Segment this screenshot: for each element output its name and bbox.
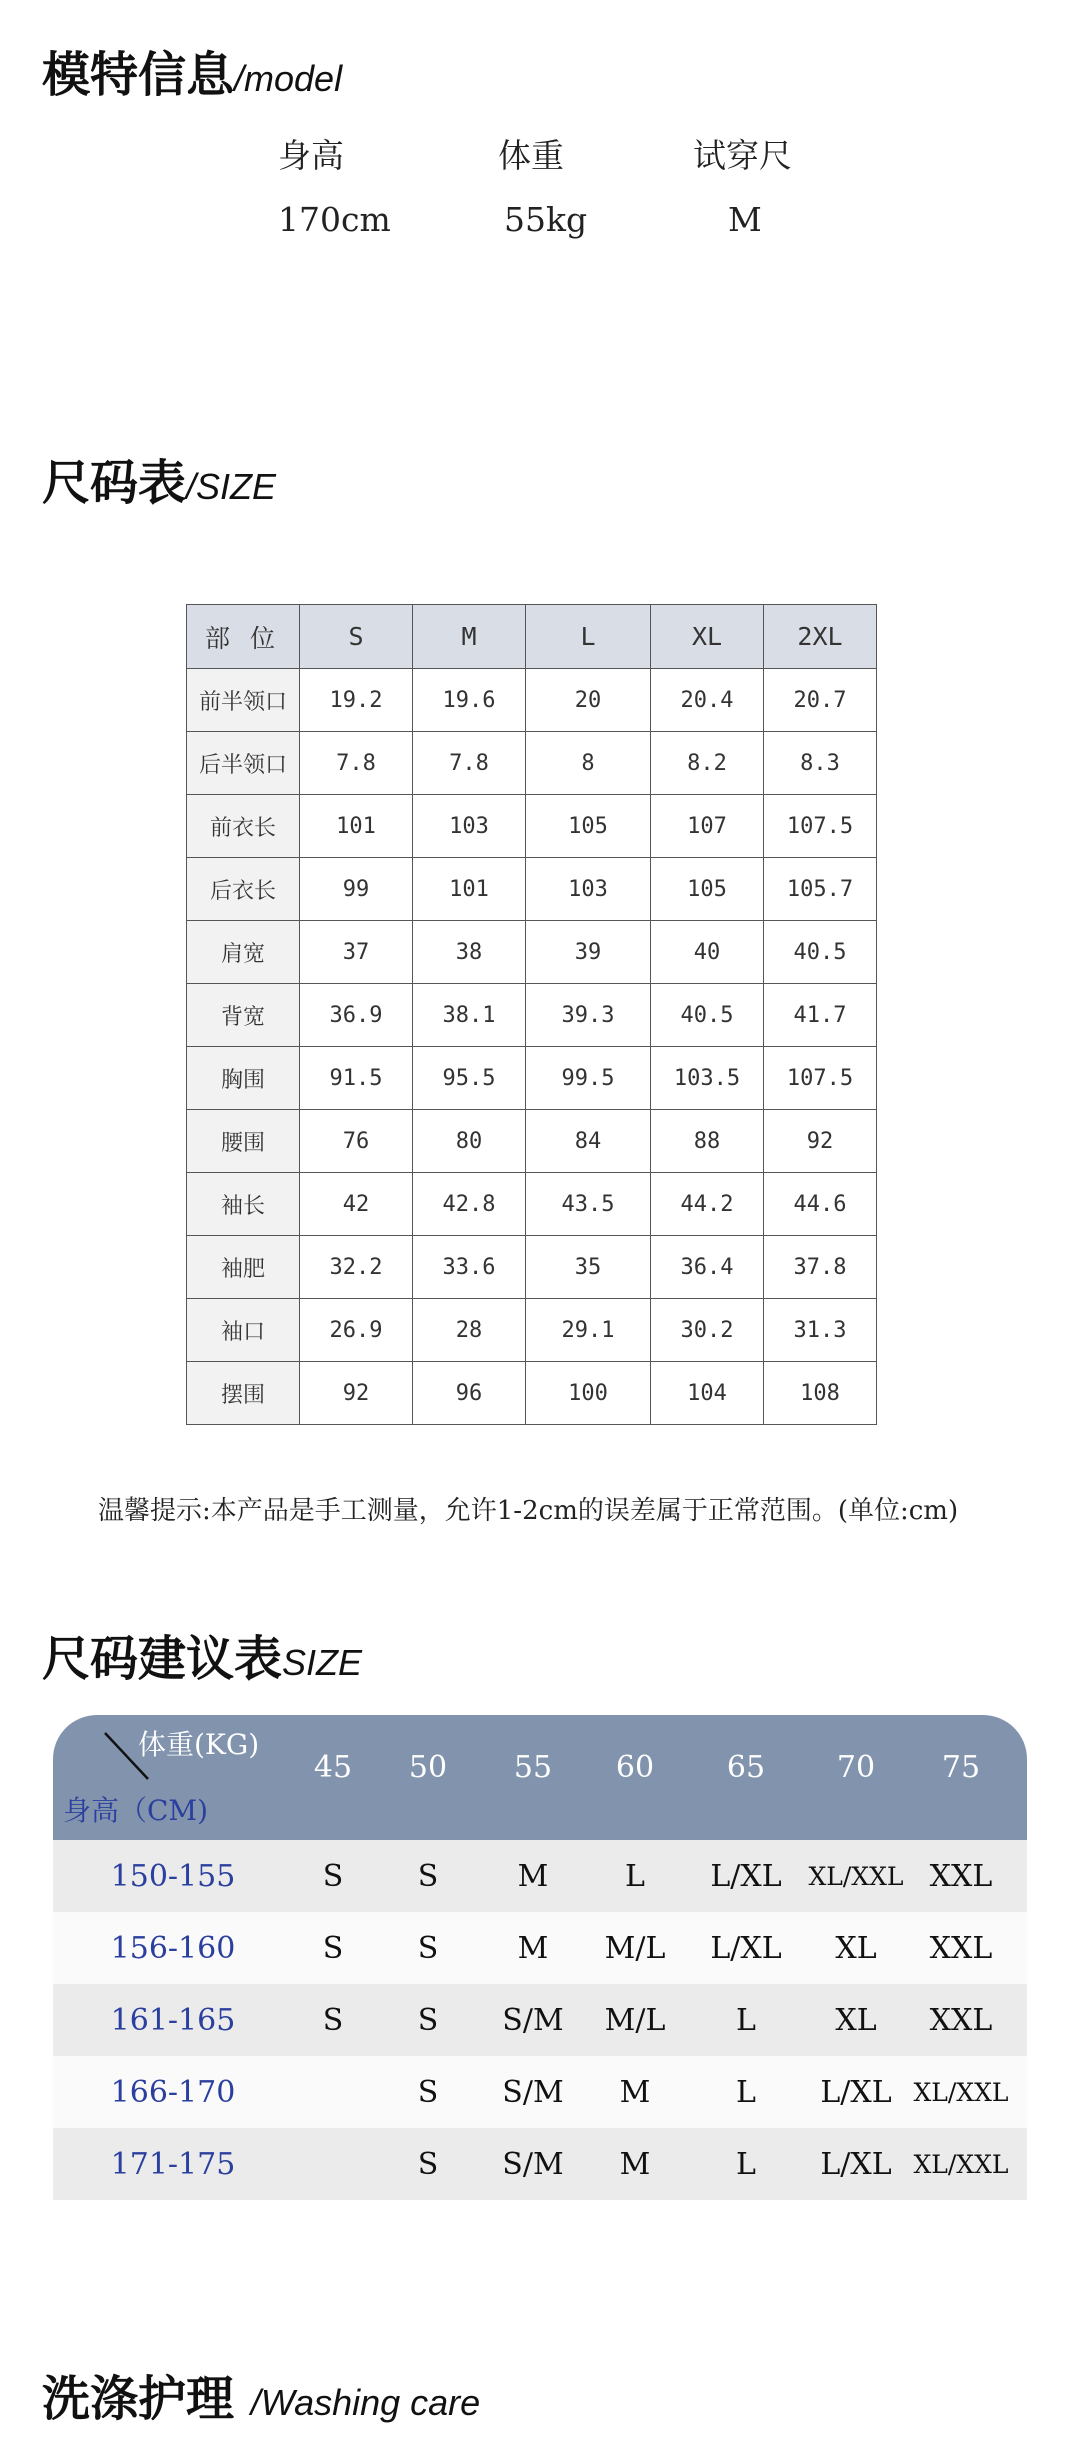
size-value-cell: 108 [764, 1362, 877, 1425]
header-size: M [413, 605, 526, 669]
header-size: L [526, 605, 651, 669]
header-size: S [300, 605, 413, 669]
recommended-size: S/M [502, 2146, 564, 2182]
size-value-cell: 44.2 [651, 1173, 764, 1236]
size-value-cell: 38 [413, 921, 526, 984]
size-value-cell: 100 [526, 1362, 651, 1425]
model-section-title [42, 36, 342, 105]
size-value-cell: 95.5 [413, 1047, 526, 1110]
care-title-en: /Washing care [250, 2382, 481, 2423]
part-name: 摆围 [187, 1362, 300, 1425]
size-value-cell: 33.6 [413, 1236, 526, 1299]
size-value-cell: 19.6 [413, 669, 526, 732]
recommend-title-cn: 尺码建议表 [42, 1631, 283, 1687]
recommended-size: S/M [502, 2002, 564, 2038]
recommended-size: L/XL [820, 2146, 892, 2182]
weight-label: 体重(KG) [138, 1728, 260, 1761]
size-value-cell: 107 [651, 795, 764, 858]
care-title-cn: 洗涤护理 [42, 2371, 235, 2427]
part-name: 腰围 [187, 1110, 300, 1173]
weight-header: 65 [726, 1750, 766, 1785]
part-name: 胸围 [187, 1047, 300, 1110]
size-value-cell: 8.2 [651, 732, 764, 795]
height-range: 171-175 [110, 2146, 236, 2182]
size-value-cell: 37 [300, 921, 413, 984]
size-value-cell: 105 [526, 795, 651, 858]
recommended-size: S [417, 1858, 439, 1894]
size-table-header [187, 605, 877, 669]
size-value-cell: 107.5 [764, 1047, 877, 1110]
size-value-cell: 31.3 [764, 1299, 877, 1362]
recommended-size: L [625, 1858, 645, 1894]
size-table-row [187, 669, 877, 732]
size-value-cell: 101 [413, 858, 526, 921]
measurement-tip: 温馨提示:本产品是手工测量，允许1-2cm的误差属于正常范围。(单位:cm) [98, 1496, 959, 1526]
recommended-size: M [619, 2074, 651, 2110]
recommended-size: S/M [502, 2074, 564, 2110]
recommended-size: S [322, 2002, 344, 2038]
recommended-size [278, 2128, 388, 2200]
size-value-cell: 105 [651, 858, 764, 921]
recommend-row [53, 1840, 1027, 1912]
size-value-cell: 84 [526, 1110, 651, 1173]
weight-header: 50 [408, 1750, 448, 1785]
height-range: 150-155 [110, 1858, 236, 1894]
size-value-cell: 8 [526, 732, 651, 795]
recommend-table [53, 1715, 1027, 2200]
weight-header: 70 [836, 1750, 876, 1785]
size-value-cell: 103.5 [651, 1047, 764, 1110]
recommended-size: XXL [929, 1858, 993, 1894]
size-value-cell: 42.8 [413, 1173, 526, 1236]
recommend-title-en: SIZE [282, 1642, 363, 1683]
recommended-size: L/XL [710, 1930, 782, 1966]
model-info [270, 130, 830, 270]
recommended-size: L/XL [820, 2074, 892, 2110]
header-size: 2XL [764, 605, 877, 669]
recommended-size: S [417, 2002, 439, 2038]
weight-header: 75 [941, 1750, 981, 1785]
size-value-cell: 37.8 [764, 1236, 877, 1299]
size-value-cell: 41.7 [764, 984, 877, 1047]
size-title-cn: 尺码表 [42, 455, 187, 511]
recommended-size: S [322, 1930, 344, 1966]
recommended-size: L [736, 2074, 756, 2110]
model-header-row [270, 130, 830, 200]
size-table-row [187, 921, 877, 984]
recommended-size: XL/XXL [913, 2077, 1009, 2107]
model-header-weight: 体重 [498, 136, 564, 175]
recommended-size: L [736, 2002, 756, 2038]
model-value-height: 170cm [278, 200, 391, 239]
recommend-row [53, 1984, 1027, 2056]
size-value-cell: 7.8 [413, 732, 526, 795]
size-value-cell: 43.5 [526, 1173, 651, 1236]
recommend-row [53, 2056, 1027, 2128]
recommended-size: XL [835, 2002, 877, 2038]
size-value-cell: 39.3 [526, 984, 651, 1047]
size-value-cell: 36.9 [300, 984, 413, 1047]
size-value-cell: 40 [651, 921, 764, 984]
height-range: 161-165 [110, 2002, 236, 2038]
height-range: 156-160 [110, 1930, 236, 1966]
size-value-cell: 107.5 [764, 795, 877, 858]
recommend-row [53, 1912, 1027, 1984]
part-name: 袖长 [187, 1173, 300, 1236]
part-name: 袖口 [187, 1299, 300, 1362]
care-section-title [42, 2360, 480, 2429]
part-name: 肩宽 [187, 921, 300, 984]
size-value-cell: 40.5 [651, 984, 764, 1047]
size-value-cell: 92 [764, 1110, 877, 1173]
header-size: XL [651, 605, 764, 669]
model-value-weight: 55kg [504, 200, 588, 239]
size-value-cell: 36.4 [651, 1236, 764, 1299]
recommended-size: M/L [604, 2002, 666, 2038]
size-value-cell: 35 [526, 1236, 651, 1299]
size-value-cell: 20.7 [764, 669, 877, 732]
size-value-cell: 103 [526, 858, 651, 921]
recommended-size: XXL [929, 1930, 993, 1966]
size-value-cell: 20.4 [651, 669, 764, 732]
weight-header: 60 [615, 1750, 655, 1785]
recommended-size: XL/XXL [913, 2149, 1009, 2179]
size-value-cell: 91.5 [300, 1047, 413, 1110]
size-value-cell: 29.1 [526, 1299, 651, 1362]
size-value-cell: 88 [651, 1110, 764, 1173]
model-header-height: 身高 [278, 136, 344, 175]
size-value-cell: 103 [413, 795, 526, 858]
part-name: 后半领口 [187, 732, 300, 795]
size-section-title [42, 444, 276, 513]
recommended-size: S [417, 2074, 439, 2110]
recommended-size: XXL [929, 2002, 993, 2038]
size-value-cell: 20 [526, 669, 651, 732]
size-value-cell: 104 [651, 1362, 764, 1425]
recommended-size: M [517, 1858, 549, 1894]
part-name: 后衣长 [187, 858, 300, 921]
height-range: 166-170 [110, 2074, 236, 2110]
model-header-size: 试穿尺 [693, 136, 792, 175]
size-value-cell: 105.7 [764, 858, 877, 921]
part-name: 袖肥 [187, 1236, 300, 1299]
size-table-row [187, 1047, 877, 1110]
size-value-cell: 38.1 [413, 984, 526, 1047]
size-value-cell: 42 [300, 1173, 413, 1236]
size-value-cell: 26.9 [300, 1299, 413, 1362]
size-table-row [187, 1173, 877, 1236]
part-name: 背宽 [187, 984, 300, 1047]
size-value-cell: 32.2 [300, 1236, 413, 1299]
size-value-cell: 28 [413, 1299, 526, 1362]
size-value-cell: 7.8 [300, 732, 413, 795]
recommended-size: S [322, 1858, 344, 1894]
size-value-cell: 101 [300, 795, 413, 858]
size-table-row [187, 1299, 877, 1362]
model-value-size: M [728, 200, 762, 239]
recommended-size: L/XL [710, 1858, 782, 1894]
size-value-cell: 40.5 [764, 921, 877, 984]
size-table-row [187, 1236, 877, 1299]
recommended-size: S [417, 1930, 439, 1966]
size-value-cell: 92 [300, 1362, 413, 1425]
size-value-cell: 99 [300, 858, 413, 921]
model-value-row [270, 200, 830, 270]
size-value-cell: 19.2 [300, 669, 413, 732]
recommend-row [53, 2128, 1027, 2200]
size-value-cell: 96 [413, 1362, 526, 1425]
recommended-size: S [417, 2146, 439, 2182]
model-title-en: /model [234, 58, 343, 99]
size-table-row [187, 1362, 877, 1425]
size-value-cell: 8.3 [764, 732, 877, 795]
recommended-size: M [619, 2146, 651, 2182]
size-title-en: /SIZE [186, 466, 277, 507]
header-part: 部 位 [187, 605, 300, 669]
part-name: 前衣长 [187, 795, 300, 858]
size-value-cell: 76 [300, 1110, 413, 1173]
part-name: 前半领口 [187, 669, 300, 732]
recommended-size: M [517, 1930, 549, 1966]
size-table [186, 604, 877, 1425]
recommend-header [53, 1715, 1027, 1840]
weight-header: 45 [313, 1750, 353, 1785]
recommended-size: XL/XXL [808, 1861, 904, 1891]
recommended-size [278, 2056, 388, 2128]
recommended-size: XL [835, 1930, 877, 1966]
size-value-cell: 99.5 [526, 1047, 651, 1110]
size-table-row [187, 795, 877, 858]
size-table-row [187, 858, 877, 921]
recommended-size: M/L [604, 1930, 666, 1966]
size-table-row [187, 732, 877, 795]
recommended-size: L [736, 2146, 756, 2182]
size-value-cell: 30.2 [651, 1299, 764, 1362]
recommend-section-title [42, 1620, 362, 1689]
size-value-cell: 80 [413, 1110, 526, 1173]
size-table-row [187, 1110, 877, 1173]
height-label: 身高（CM) [63, 1794, 209, 1827]
model-title-cn: 模特信息 [42, 47, 235, 103]
size-value-cell: 39 [526, 921, 651, 984]
size-table-row [187, 984, 877, 1047]
weight-header: 55 [513, 1750, 553, 1785]
size-value-cell: 44.6 [764, 1173, 877, 1236]
